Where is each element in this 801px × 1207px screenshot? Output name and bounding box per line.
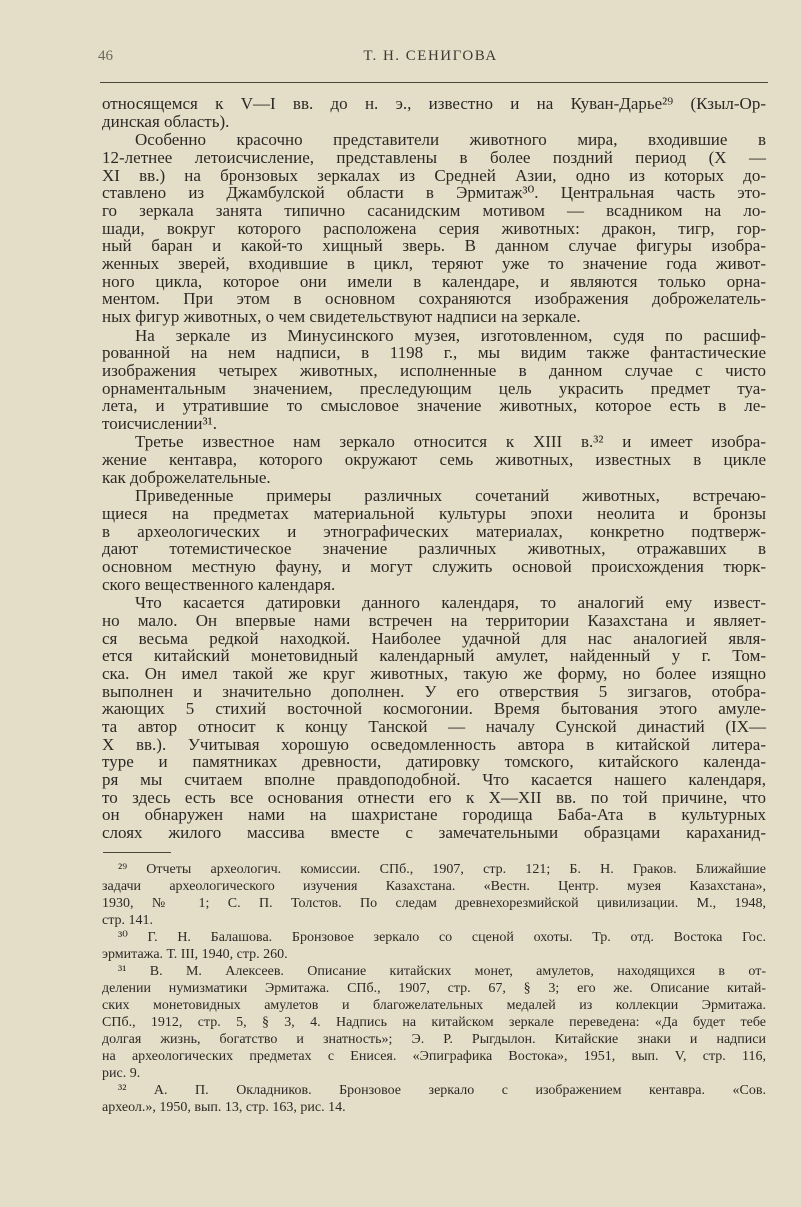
paragraph	[102, 327, 766, 433]
text-line: ется китайский монетовидный календарный амулет, найденный у г. Том-	[102, 646, 766, 666]
text-line: дают тотемистическое значение различных животных, отражавших в	[102, 539, 766, 559]
text-line: ных фигур животных, о чем свидетельствуют надписи на зеркале.	[102, 307, 581, 327]
text-line: тоисчислении³¹.	[102, 413, 217, 433]
text-line: в археологических и этнографических материалах, конкретно подтверж-	[102, 521, 766, 541]
text-line: жение кентавра, которого окружают семь животных, известных в цикле	[102, 450, 766, 470]
footnote-line: археол.», 1950, вып. 13, стр. 163, рис. 14.	[102, 1100, 346, 1115]
text-line: ментом. При этом в основном сохраняются изображения доброжелатель-	[102, 289, 766, 309]
paragraph	[102, 95, 766, 130]
text-line: лета, и утратившие то смысловое значение животных, которое есть в ле-	[102, 396, 766, 416]
body-text	[102, 95, 766, 843]
footnote-line: делении нумизматики Эрмитажа. СПб., 1907, стр. 67, § 3; его же. Описание китай-	[102, 981, 766, 996]
text-line: туре и памятниках древности, датировку томского, китайского календа-	[102, 752, 766, 772]
footnote-30	[102, 929, 766, 963]
text-line: 12-летнее летоисчисление, представлены в более поздний период (X —	[102, 147, 766, 167]
text-line: Третье известное нам зеркало относится к XIII в.³² и имеет изобра-	[135, 432, 766, 452]
text-line: ря мы считаем вполне правдоподобной. Что касается нашего календаря,	[102, 770, 766, 790]
text-line: изображения четырех животных, исполненные в данном случае с чисто	[102, 360, 766, 380]
text-line: но мало. Он впервые нами встречен на территории Казахстана и являет-	[102, 610, 766, 630]
text-line: Что касается датировки данного календаря, то аналогий ему извест-	[135, 593, 766, 613]
footnote-line: ³² А. П. Окладников. Бронзовое зеркало с изображением кентавра. «Сов.	[118, 1083, 766, 1098]
text-line: щиеся на предметах материальной культуры эпохи неолита и бронзы	[102, 504, 766, 523]
text-line: выполнен и значительно дополнен. У его отверствия 5 зигзагов, отобра-	[102, 681, 766, 701]
text-line: XI вв.) на бронзовых зеркалах из Средней Азии, одно из которых до-	[102, 165, 766, 185]
footnote-line: рис. 9.	[102, 1066, 141, 1081]
text-line: он обнаружен нами на шахристане городища Баба-Ата в культурных	[102, 805, 766, 825]
text-line: относящемся к V—I вв. до н. э., известно и на Куван-Дарье²⁹ (Кзыл-Ор-	[102, 94, 766, 113]
footnote-32	[102, 1082, 766, 1116]
footnote-line: долгая жизнь, богатство и знатность»; Э. Р. Рыгдылон. Китайские знаки и надписи	[102, 1032, 766, 1047]
footnote-29	[102, 861, 766, 929]
text-line: орнаментальным значением, преследующим цель украсить предмет туа-	[102, 378, 766, 398]
text-line: слоях жилого массива вместе с замечательными образцами караханид-	[102, 823, 766, 843]
footnote-line: ²⁹ Отчеты археологич. комиссии. СПб., 1907, стр. 121; Б. Н. Граков. Ближайшие	[118, 862, 766, 877]
page-number: 46	[98, 48, 113, 64]
text-line: как доброжелательные.	[102, 467, 271, 487]
text-line: ся весьма редкой находкой. Наиболее удачной для нас аналогией явля-	[102, 628, 766, 648]
paragraph	[102, 433, 766, 486]
text-line: то здесь есть все основания отнести его к X—XII вв. по той причине, что	[102, 787, 766, 807]
footnote-line: ³¹ В. М. Алексеев. Описание китайских монет, амулетов, находящихся в от-	[118, 964, 766, 979]
text-line: Особенно красочно представители животного мира, входившие в	[135, 130, 766, 150]
text-line: ска. Он имел такой же круг животных, такую же форму, но более изящно	[102, 663, 766, 683]
footnote-31	[102, 963, 766, 1082]
text-line: Приведенные примеры различных сочетаний животных, встречаю-	[135, 486, 766, 506]
text-line: основном местную фауну, и могут служить основой происхождения тюрк-	[102, 557, 766, 577]
paragraph	[102, 594, 766, 842]
header-rule	[100, 82, 768, 83]
footnote-line: ³⁰ Г. Н. Балашова. Бронзовое зеркало со сценой охоты. Тр. отд. Востока Гос.	[118, 930, 766, 945]
text-line: та автор относит к концу Танской — началу Сунской династий (IX—	[102, 717, 766, 737]
footnotes	[102, 861, 766, 1116]
paragraph	[102, 487, 766, 593]
text-line: X вв.). Учитывая хорошую осведомленность автора в китайской литера-	[102, 734, 766, 754]
text-line: ный баран и какой-то хищный зверь. В данном случае фигуры изобра-	[102, 236, 766, 256]
footnote-line: ских монетовидных амулетов и благожелательных медалей из коллекции Эрмитажа.	[102, 998, 766, 1013]
running-title: Т. Н. СЕНИГОВА	[363, 48, 498, 64]
footnote-line: на археологических предметах с Енисея. «Эпиграфика Востока», 1951, вып. V, стр. 116,	[102, 1049, 766, 1064]
footnote-separator	[103, 852, 171, 853]
text-line: ставлено из Джамбулской области в Эрмитаж³⁰. Центральная часть это-	[102, 183, 766, 203]
text-line: жающих 5 стихий восточной космогонии. Время бытования этого амуле-	[102, 699, 766, 719]
text-line: го зеркала занята типично сасанидским мотивом — всадником на ло-	[102, 200, 766, 220]
text-line: шади, вокруг которого расположена серия животных: дракон, тигр, гор-	[102, 218, 766, 238]
text-line: ского вещественного календаря.	[102, 574, 336, 594]
footnote-line: стр. 141.	[102, 913, 154, 928]
paragraph	[102, 131, 766, 326]
footnote-line: задачи археологического изучения Казахстана. «Вестн. Центр. музея Казахстана»,	[102, 879, 766, 894]
footnote-line: СПб., 1912, стр. 5, § 3, 4. Надпись на китайском зеркале переведена: «Да будет тебе	[102, 1015, 766, 1030]
text-line: динская область).	[102, 111, 230, 131]
text-line: ного цикла, которое они имели в календаре, и являются только орна-	[102, 271, 766, 291]
footnote-line: 1930, № 1; С. П. Толстов. По следам древнехорезмийской цивилизации. М., 1948,	[102, 896, 766, 911]
text-line: рованной на нем надписи, в 1198 г., мы видим также фантастические	[102, 343, 766, 363]
footnote-line: эрмитажа. Т. III, 1940, стр. 260.	[102, 947, 288, 962]
text-line: женных зверей, входившие в цикл, теряют уже то значение года живот-	[102, 253, 766, 273]
text-line: На зеркале из Минусинского музея, изготовленном, судя по расшиф-	[135, 325, 766, 345]
